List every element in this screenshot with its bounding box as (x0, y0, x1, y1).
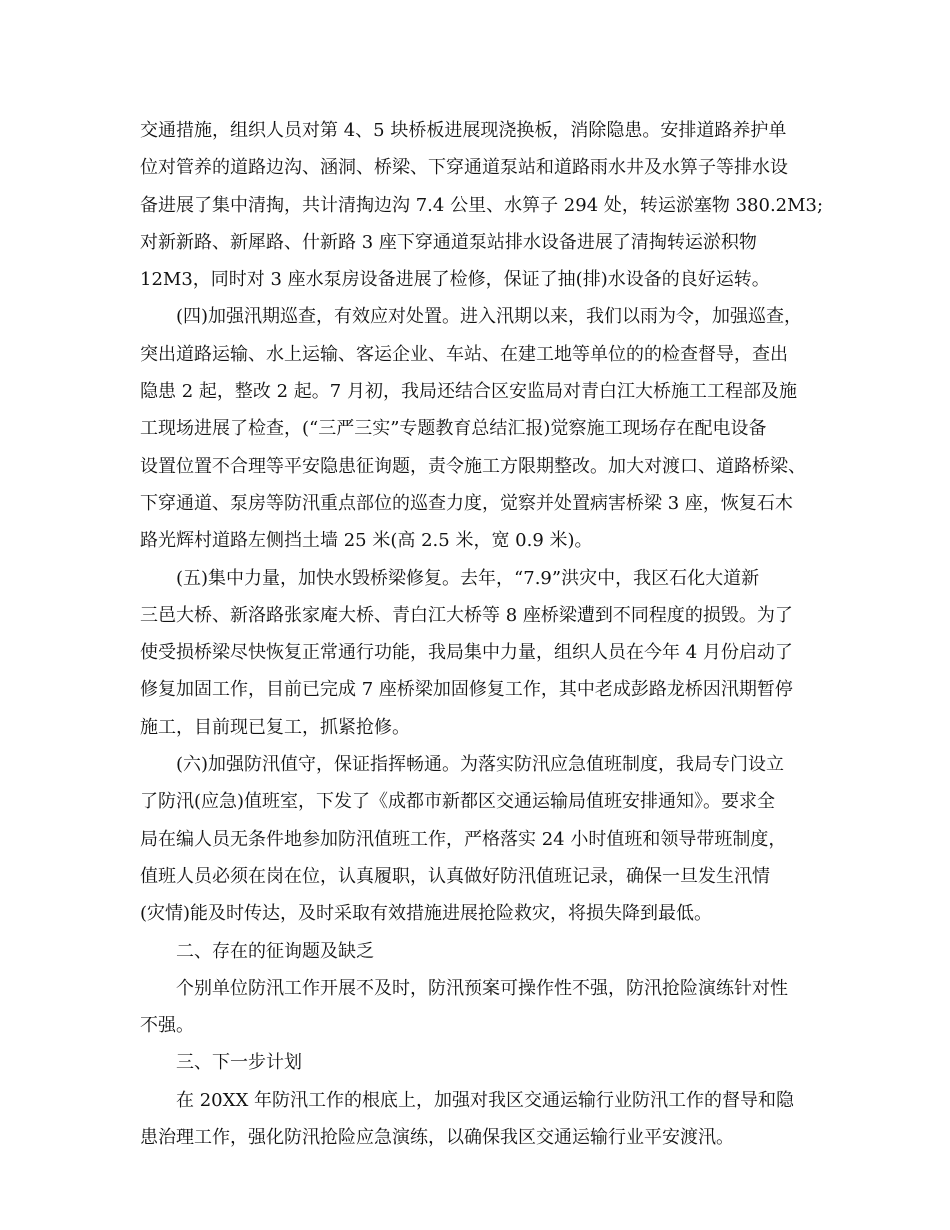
text-line: 局在编人员无条件地参加防汛值班工作，严格落实 24 小时值班和领导带班制度， (140, 828, 787, 850)
paragraph-start-line: 个别单位防汛工作开展不及时，防汛预案可操作性不强，防汛抢险演练针对性 (176, 977, 788, 999)
text-line: 设置位置不合理等平安隐患征询题，责令施工方限期整改。加大对渡口、道路桥梁、 (140, 455, 806, 477)
text-line: 使受损桥梁尽快恢复正常通行功能，我局集中力量，组织人员在今年 4 月份启动了 (140, 642, 793, 664)
text-line: 修复加固工作，目前已完成 7 座桥梁加固修复工作，其中老成彭路龙桥因汛期暂停 (140, 679, 793, 701)
text-line: 路光辉村道路左侧挡土墙 25 米(高 2.5 米，宽 0.9 米)。 (140, 530, 593, 552)
paragraph-start-line: 在 20XX 年防汛工作的根底上，加强对我区交通运输行业防汛工作的督导和隐 (176, 1089, 794, 1111)
text-line: 位对管养的道路边沟、涵洞、桥梁、下穿通道泵站和道路雨水井及水箅子等排水设 (140, 157, 788, 179)
text-line: 施工，目前现已复工，抓紧抢修。 (140, 716, 410, 738)
text-line: 患治理工作，强化防汛抢险应急演练，以确保我区交通运输行业平安渡汛。 (140, 1127, 734, 1149)
section-heading: 三、下一步计划 (176, 1052, 302, 1074)
section-heading: 二、存在的征询题及缺乏 (176, 940, 374, 962)
text-line: 不强。 (140, 1015, 194, 1037)
text-line: 了防汛(应急)值班室，下发了《成都市新都区交通运输局值班安排通知》。要求全 (140, 791, 776, 813)
text-line: (灾情)能及时传达，及时采取有效措施进展抢险救灾，将损失降到最低。 (140, 903, 713, 925)
paragraph-start-line: (五)集中力量，加快水毁桥梁修复。去年，“7.9”洪灾中，我区石化大道新 (176, 567, 760, 589)
text-line: 三邑大桥、新洛路张家庵大桥、青白江大桥等 8 座桥梁遭到不同程度的损毁。为了 (140, 604, 793, 626)
text-line: 值班人员必须在岗在位，认真履职，认真做好防汛值班记录，确保一旦发生汛情 (140, 865, 770, 887)
text-line: 工现场进展了检查，(“三严三实”专题教育总结汇报)觉察施工现场存在配电设备 (140, 418, 767, 440)
text-line: 隐患 2 起，整改 2 起。7 月初，我局还结合区安监局对青白江大桥施工工程部及施 (140, 381, 797, 403)
text-line: 备进展了集中清掏，共计清掏边沟 7.4 公里、水箅子 294 处，转运淤塞物 380.2M3; (140, 194, 824, 216)
paragraph-start-line: (四)加强汛期巡查，有效应对处置。进入汛期以来，我们以雨为令，加强巡查， (176, 306, 803, 328)
paragraph-start-line: (六)加强防汛值守，保证指挥畅通。为落实防汛应急值班制度，我局专门设立 (176, 754, 785, 776)
text-line: 交通措施，组织人员对第 4、5 块桥板进展现浇换板，消除隐患。安排道路养护单 (140, 120, 787, 141)
document-page (140, 112, 824, 1156)
text-line: 下穿通道、泵房等防汛重点部位的巡查力度，觉察并处置病害桥梁 3 座，恢复石木 (140, 492, 793, 514)
text-line: 对新新路、新犀路、什新路 3 座下穿通道泵站排水设备进展了清掏转运淤积物 (140, 231, 757, 253)
text-line: 12M3，同时对 3 座水泵房设备进展了检修，保证了抽(排)水设备的良好运转。 (140, 269, 770, 291)
text-line: 突出道路运输、水上运输、客运企业、车站、在建工地等单位的的检查督导，查出 (140, 343, 788, 365)
